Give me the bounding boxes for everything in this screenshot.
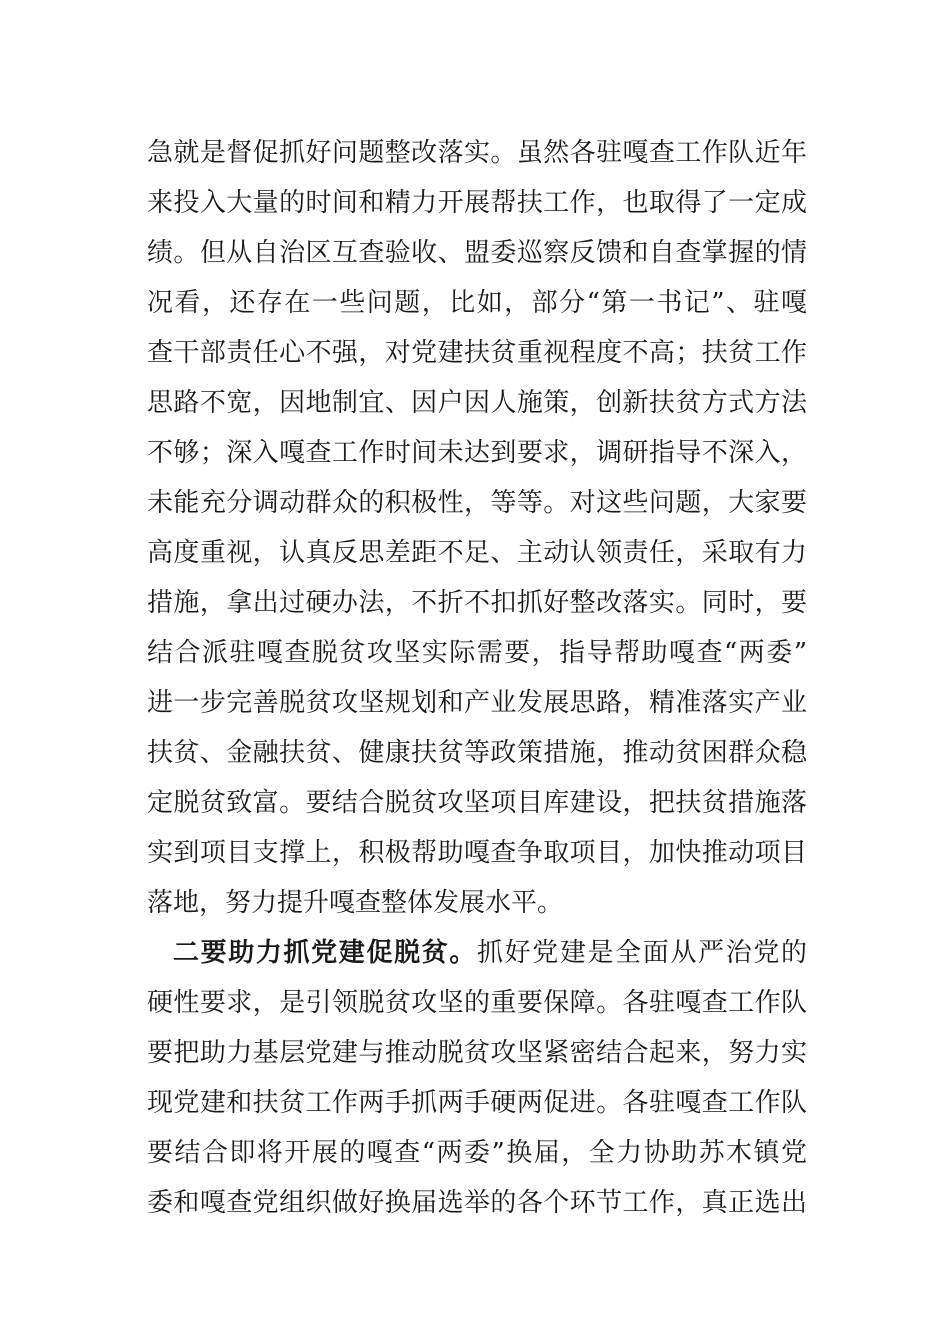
text-line: 况看，还存在一些问题，比如，部分“第一书记”、驻嘎 (147, 288, 807, 318)
text-line: 来投入大量的时间和精力开展帮扶工作，也取得了一定成 (147, 188, 807, 218)
text-line: 扶贫、金融扶贫、健康扶贫等政策措施，推动贫困群众稳 (147, 738, 807, 768)
text-line: 急就是督促抓好问题整改落实。虽然各驻嘎查工作队近年 (147, 138, 807, 168)
document-body (147, 128, 807, 1228)
text-line: 现党建和扶贫工作两手抓两手硬两促进。各驻嘎查工作队 (147, 1088, 807, 1118)
text-line: 进一步完善脱贫攻坚规划和产业发展思路，精准落实产业 (147, 688, 807, 718)
text-line: 高度重视，认真反思差距不足、主动认领责任，采取有力 (147, 538, 807, 568)
text-line: 要把助力基层党建与推动脱贫攻坚紧密结合起来，努力实 (147, 1038, 807, 1068)
paragraph-text: 抓好党建是全面从严治党的 (477, 938, 807, 968)
text-line: 定脱贫致富。要结合脱贫攻坚项目库建设，把扶贫措施落 (147, 788, 807, 818)
paragraph-first-line (147, 928, 807, 978)
text-line: 落地，努力提升嘎查整体发展水平。 (147, 888, 564, 918)
text-line: 硬性要求，是引领脱贫攻坚的重要保障。各驻嘎查工作队 (147, 988, 807, 1018)
paragraph-heading: 二要助力抓党建促脱贫。 (173, 938, 477, 968)
text-line: 措施，拿出过硬办法，不折不扣抓好整改落实。同时，要 (147, 588, 807, 618)
text-line: 实到项目支撑上，积极帮助嘎查争取项目，加快推动项目 (147, 838, 807, 868)
text-line: 要结合即将开展的嘎查“两委”换届，全力协助苏木镇党 (147, 1138, 807, 1168)
text-line: 查干部责任心不强，对党建扶贫重视程度不高；扶贫工作 (147, 338, 807, 368)
text-line: 不够；深入嘎查工作时间未达到要求，调研指导不深入， (147, 438, 807, 468)
text-line: 委和嘎查党组织做好换届选举的各个环节工作，真正选出 (147, 1188, 807, 1218)
text-line: 未能充分调动群众的积极性，等等。对这些问题，大家要 (147, 488, 807, 518)
text-line: 思路不宽，因地制宜、因户因人施策，创新扶贫方式方法 (147, 388, 807, 418)
text-line: 绩。但从自治区互查验收、盟委巡察反馈和自查掌握的情 (147, 238, 807, 268)
text-line: 结合派驻嘎查脱贫攻坚实际需要，指导帮助嘎查“两委” (147, 638, 807, 668)
